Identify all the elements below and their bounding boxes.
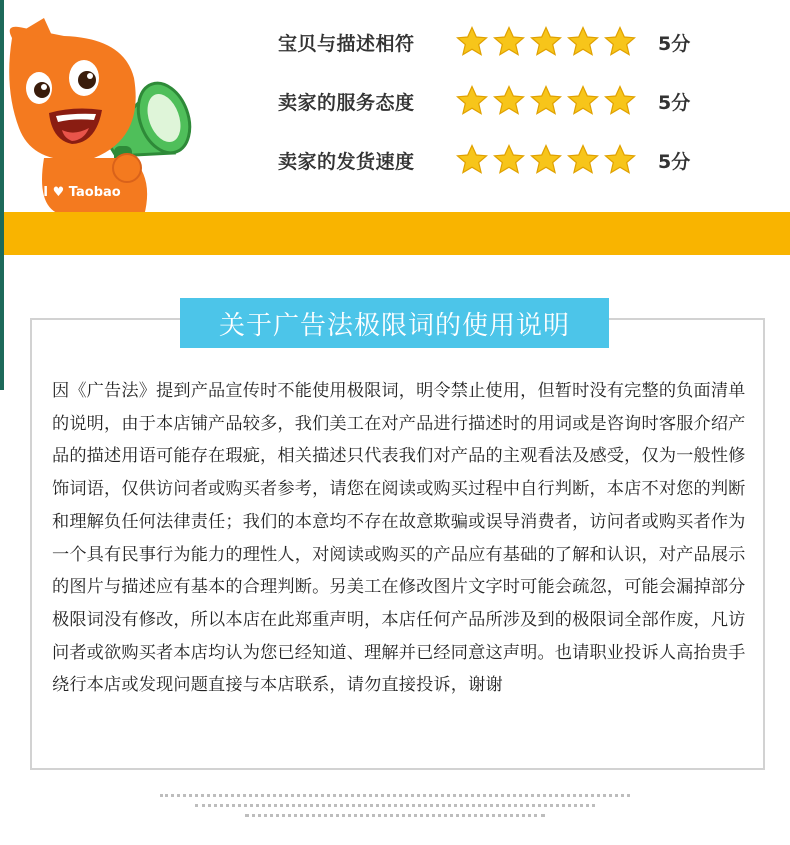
notice-body: 因《广告法》提到产品宣传时不能使用极限词，明令禁止使用，但暂时没有完整的负面清单的说明，由于本店铺产品较多，我们美工在对产品进行描述时的用词或是咨询时客服介绍产品的描述用语可能存在瑕疵，相关描述只代表我们对产品的主观看法及感受，仅为一般性修饰词语，仅供访问者或购买者参考，请您在阅读或购买过程中自行判断，本店不对您的判断和理解负任何法律责任；我们的本意均不存在故意欺骗或误导消费者，访问者或购买者作为一个具有民事行为能力的理性人，对阅读或购买的产品应有基础的了解和认识，对产品展示的图片与描述应有基本的合理判断。另美工在修改图片文字时可能会疏忽，可能会漏掉部分极限词没有修改，所以本店在此郑重声明，本店任何产品所涉及到的极限词全部作废，凡访问者或欲购买者本店均认为您已经知道、理解并已经同意这声明。也请职业投诉人高抬贵手绕行本店或发现问题直接与本店联系，请勿直接投诉，谢谢 — [52, 381, 746, 696]
star-icon — [567, 85, 599, 117]
star-icon — [530, 144, 562, 176]
star-icon — [567, 144, 599, 176]
rating-label: 卖家的发货速度 — [278, 150, 415, 173]
footer-decoration — [150, 790, 640, 818]
notice-title: 关于广告法极限词的使用说明 — [180, 298, 609, 348]
rating-banner — [0, 0, 790, 256]
star-rating — [456, 144, 636, 176]
mascot-shirt-text: I ♥ Taobao — [43, 185, 121, 200]
star-icon — [456, 26, 488, 58]
yellow-divider-band — [4, 212, 790, 255]
star-rating — [456, 85, 636, 117]
star-icon — [604, 144, 636, 176]
rating-row-service — [278, 81, 690, 121]
rating-score: 5分 — [658, 150, 691, 173]
star-icon — [493, 85, 525, 117]
star-icon — [604, 26, 636, 58]
rating-row-shipping — [278, 140, 690, 180]
rating-score: 5分 — [658, 32, 691, 55]
star-icon — [456, 85, 488, 117]
footer-line — [245, 814, 545, 820]
star-icon — [530, 85, 562, 117]
star-icon — [493, 26, 525, 58]
star-icon — [604, 85, 636, 117]
taobao-mascot-image — [4, 18, 204, 218]
star-icon — [493, 144, 525, 176]
rating-label: 卖家的服务态度 — [278, 91, 415, 114]
star-icon — [456, 144, 488, 176]
rating-label: 宝贝与描述相符 — [278, 32, 415, 55]
rating-row-description — [278, 22, 690, 62]
footer-line — [195, 804, 595, 810]
star-icon — [567, 26, 599, 58]
star-rating — [456, 26, 636, 58]
footer-line — [160, 794, 630, 800]
star-icon — [530, 26, 562, 58]
rating-score: 5分 — [658, 91, 691, 114]
